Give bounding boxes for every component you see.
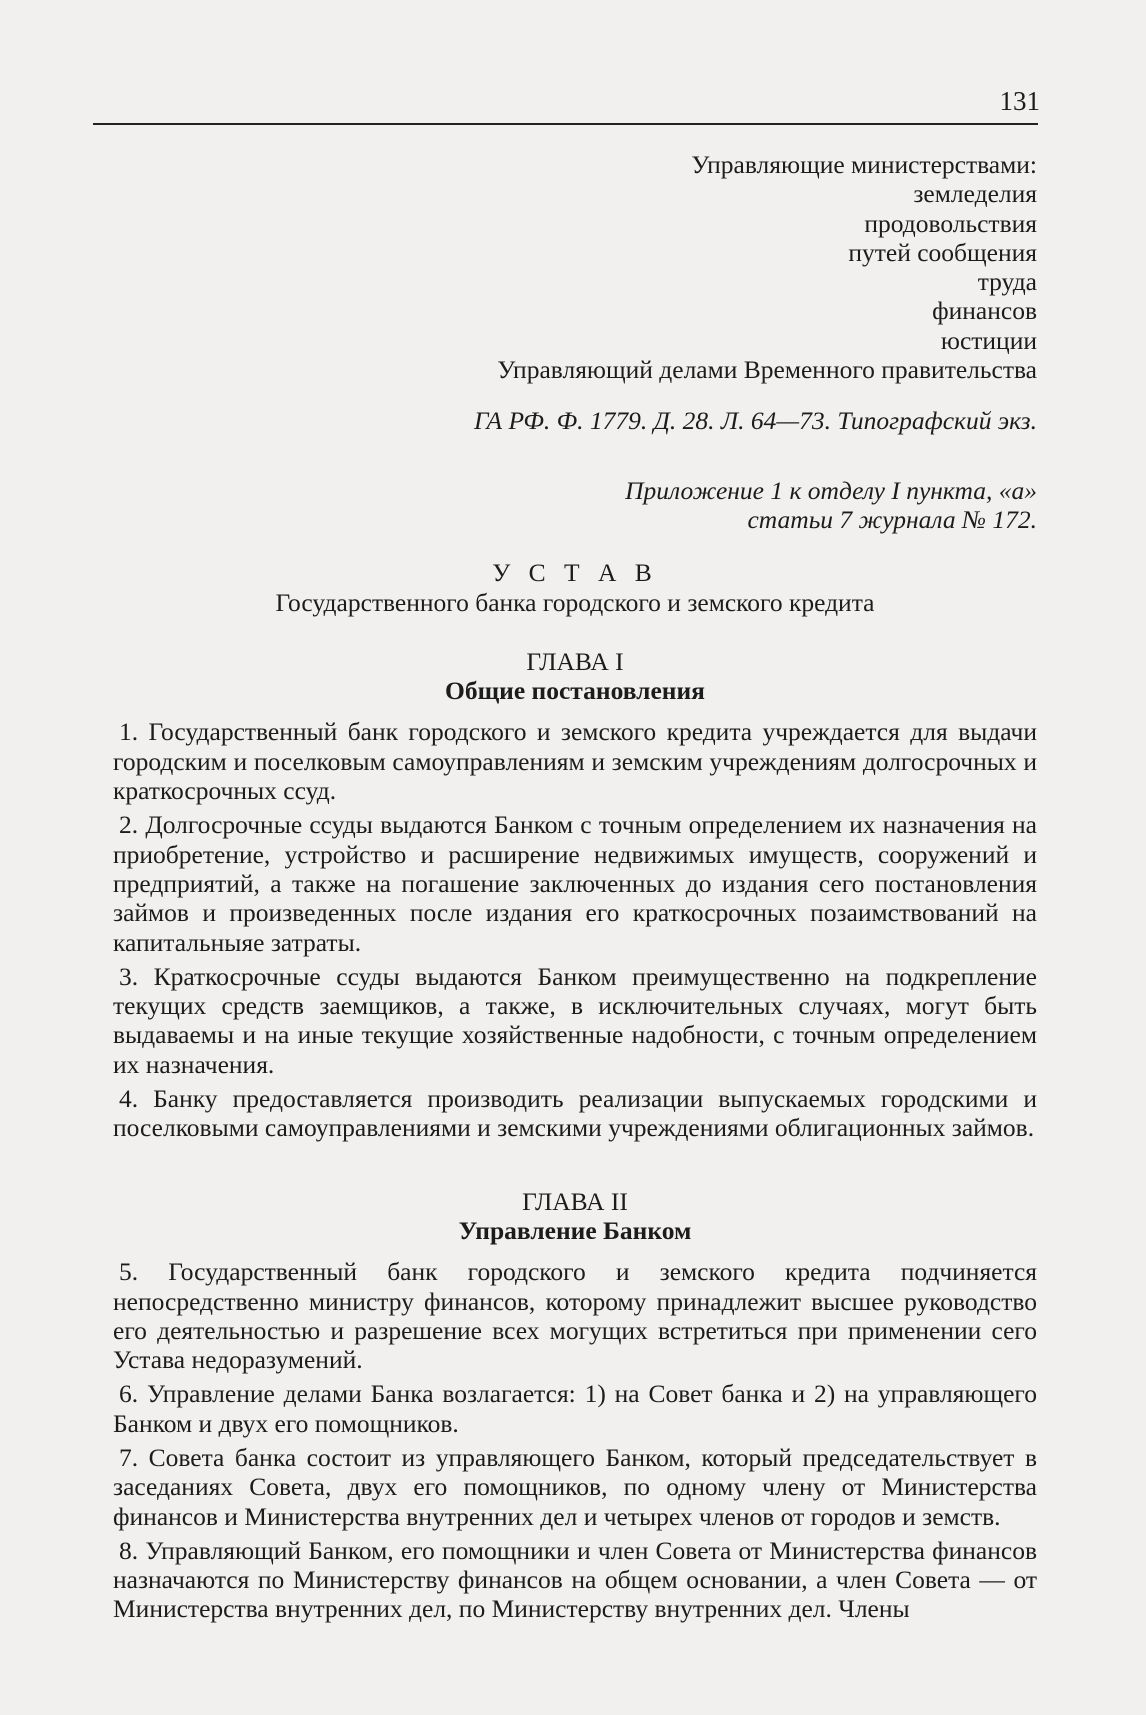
signature-line: путей сообщения bbox=[848, 237, 1037, 267]
article-paragraph: 6. Управление делами Банка возлагается: 1) на Совет банка и 2) на управляющего Банком и двух его помощников. bbox=[113, 1379, 1037, 1438]
article-paragraph: 4. Банку предоставляется производить реализации выпускаемых городскими и поселковыми самоуправлениями и земскими учреждениями облигационных займов. bbox=[113, 1084, 1037, 1143]
signature-line: финансов bbox=[932, 296, 1037, 326]
article-paragraph: 1. Государственный банк городского и земского кредита учреждается для выдачи городским и поселковым самоуправлениям и земским учреждениям долгосрочных и краткосрочных ссуд. bbox=[113, 717, 1037, 806]
signature-block bbox=[113, 150, 1037, 384]
page-number: 131 bbox=[999, 86, 1040, 116]
chapter-2-body bbox=[113, 1257, 1037, 1624]
appendix-note bbox=[113, 476, 1037, 535]
chapter-1-title: Общие постановления bbox=[445, 676, 705, 706]
chapter-1-body bbox=[113, 717, 1037, 1142]
chapter-2-heading bbox=[113, 1187, 1037, 1246]
article-paragraph: 7. Совета банка состоит из управляющего Банком, который председательствует в заседаниях Совета, двух его помощников, по одному члену от Министерства финансов и Министерства внутренних дел и четырех членов от городов и земств. bbox=[113, 1442, 1037, 1531]
document-heading bbox=[113, 558, 1037, 617]
document-title: У С Т А В bbox=[492, 558, 658, 588]
article-paragraph: 8. Управляющий Банком, его помощники и член Совета от Министерства финансов назначаются по Министерству финансов на общем основании, а член Совета — от Министерства внутренних дел, по Министерству внутренних дел. Члены bbox=[113, 1535, 1037, 1624]
signature-line: труда bbox=[977, 267, 1037, 297]
article-paragraph: 2. Долгосрочные ссуды выдаются Банком с точным определением их назначения на приобретение, устройство и расширение недвижимых имуществ, сооружений и предприятий, а также на погашение заключенных до издания сего постановления займов и произведенных после издания его краткосрочных позаимствований на капитальныяе затраты. bbox=[113, 810, 1037, 957]
archive-reference: ГА РФ. Ф. 1779. Д. 28. Л. 64—73. Типографский экз. bbox=[473, 406, 1037, 436]
appendix-line-1: Приложение 1 к отделу I пункта, «а» bbox=[625, 475, 1037, 505]
chapter-2-title: Управление Банком bbox=[458, 1215, 692, 1245]
article-paragraph: 5. Государственный банк городского и земского кредита подчиняется непосредственно министру финансов, которому принадлежит высшее руководство его деятельностью и разрешение всех могущих встретиться при применении сего Устава недоразумений. bbox=[113, 1257, 1037, 1375]
signature-line: юстиции bbox=[940, 325, 1037, 355]
page-content bbox=[113, 150, 1037, 1624]
chapter-1-heading bbox=[113, 647, 1037, 706]
header-rule bbox=[93, 123, 1038, 125]
signature-line: продовольствия bbox=[864, 208, 1037, 238]
signature-line: Управляющий делами Временного правительства bbox=[497, 355, 1037, 385]
chapter-2-label: ГЛАВА II bbox=[522, 1186, 628, 1216]
chapter-1-label: ГЛАВА I bbox=[526, 646, 624, 676]
signature-line: Управляющие министерствами: bbox=[691, 150, 1037, 179]
appendix-line-2: статьи 7 журнала № 172. bbox=[747, 504, 1037, 534]
document-subtitle: Государственного банка городского и земского кредита bbox=[275, 587, 875, 617]
signature-line: земледелия bbox=[913, 179, 1037, 209]
article-paragraph: 3. Краткосрочные ссуды выдаются Банком преимущественно на подкрепление текущих средств заемщиков, а также, в исключительных случаях, могут быть выдаваемы и на иные текущие хозяйственные надобности, с точным определением их назначения. bbox=[113, 961, 1037, 1079]
